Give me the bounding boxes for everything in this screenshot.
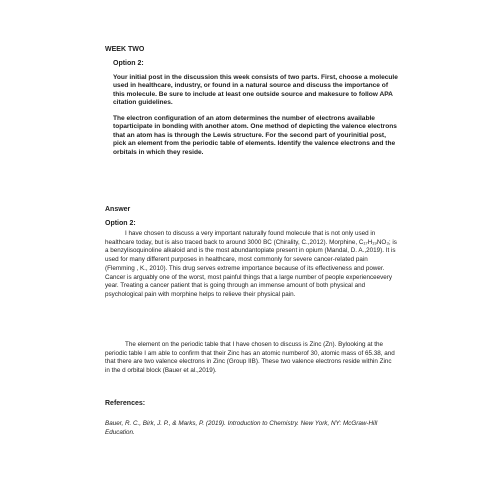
answer-option-label: Option 2:: [105, 220, 136, 227]
question-paragraph-2: The electron configuration of an atom determines the number of electrons available toparticipate in bonding with another atom. One method of depicting the valence electrons that an atom has is through the Lewis structure. For the second part of yourinitial post, pick an element from the periodic table of elements. Identify the valence electrons and the orbitals in which they reside.: [113, 115, 397, 156]
reference-item: Bauer, R. C., Birk, J. P., & Marks, P. (2019). Introduction to Chemistry. New York, NY: McGraw-Hill Education.: [105, 420, 378, 436]
answer-paragraph-1: I have chosen to discuss a very important naturally found molecule that is not only used in healthcare today, but is also traced back to around 3000 BC (Chirality, C.,2012). Morphine, C₁₇H₁₉NO₃; is a benzylisoquinoline alkaloid and is the most abundantopiate present in opium (Mandal, D. A.,2019). It is used for many different purposes in healthcare, most commonly for severe cancer-related pain (Flemming , K., 2010). This drug serves extreme importance because of its effectiveness and power. Cancer is arguably one of the worst, most painful things that a large number of people experienceevery year. Treating a cancer patient that is going through an immense amount of both physical and psychological pain with morphine helps to relieve their physical pain.: [105, 230, 397, 298]
answer-paragraph-2: The element on the periodic table that I have chosen to discuss is Zinc (Zn). Bylooking at the periodic table I am able to confirm that their Zinc has an atomic numberof 30, atomic mass of 65.38, and that there are two valence electrons in Zinc (Group IIB). These two valence electrons reside within Zinc in the d orbital block (Bauer et al.,2019).: [105, 341, 395, 375]
references-heading: References:: [105, 400, 146, 407]
week-heading: WEEK TWO: [105, 46, 145, 53]
question-paragraph-1: Your initial post in the discussion this week consists of two parts. First, choose a molecule used in healthcare, industry, or found in a natural source and discuss the importance of this molecule. Be sure to include at least one outside source and makesure to follow APA citation guidelines.: [113, 74, 398, 107]
answer-heading: Answer: [105, 206, 131, 213]
question-option-label: Option 2:: [113, 60, 144, 67]
